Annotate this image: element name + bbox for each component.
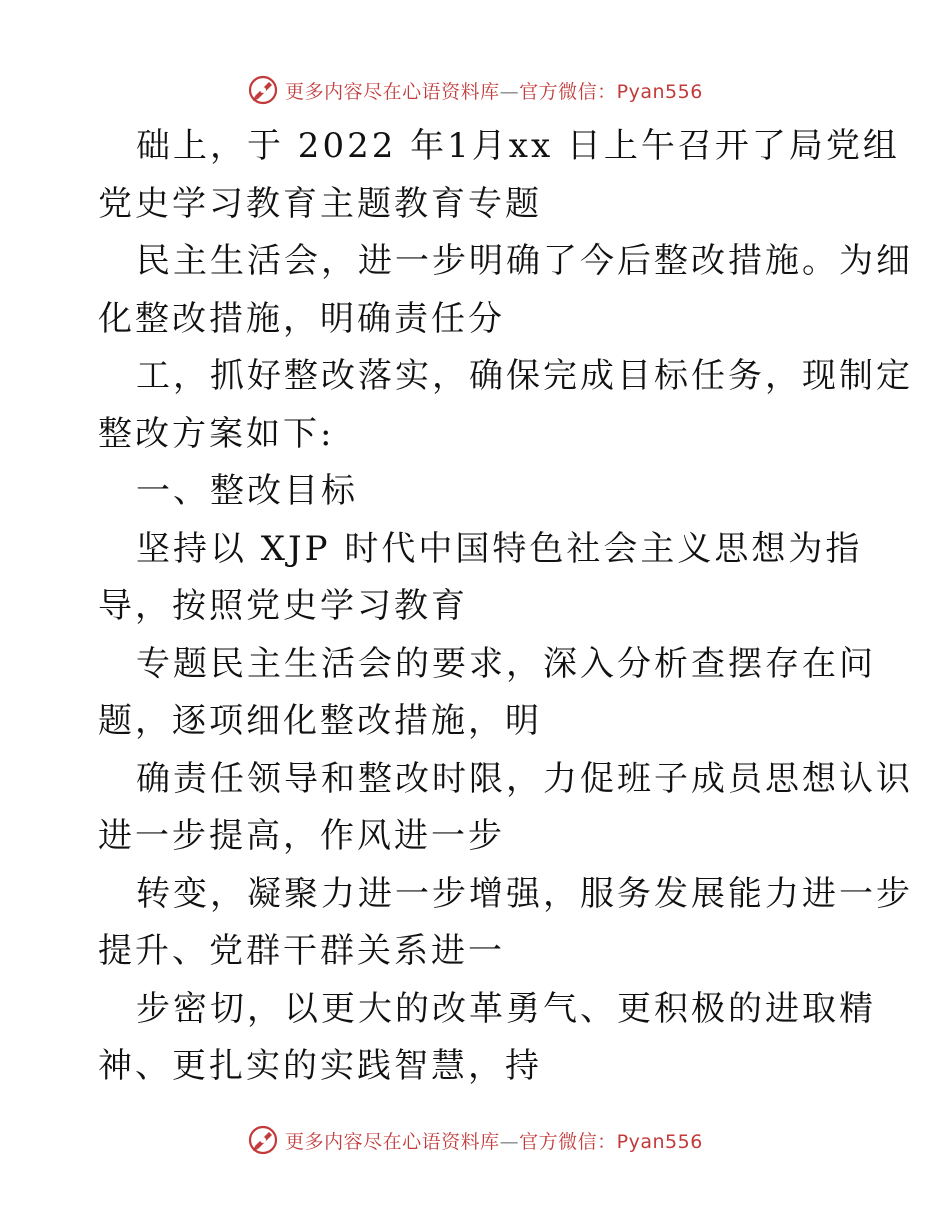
text-line: 导，按照党史学习教育: [98, 586, 468, 626]
banner-main-text: 更多内容尽在心语资料库: [285, 80, 500, 103]
text-line: 坚持以 XJP 时代中国特色社会主义思想为指: [136, 528, 863, 569]
text-line: 题，逐项细化整改措施，明: [98, 701, 542, 741]
banner-separator: —: [499, 80, 520, 103]
text-line: 确责任领导和整改时限，力促班子成员思想认识: [136, 758, 913, 799]
text-line: 工，抓好整改落实，确保完成目标任务，现制定: [136, 356, 913, 396]
banner-wechat-text: 官方微信：Pyan556: [519, 1130, 703, 1153]
text-line: 转变，凝聚力进一步增强，服务发展能力进一步: [136, 873, 913, 914]
text-line: 民主生活会，进一步明确了今后整改措施。为细: [136, 241, 913, 281]
text-line: 神、更扎实的实践智慧，持: [98, 1046, 542, 1086]
document-body: [98, 118, 913, 1096]
footer-watermark-banner: [0, 1120, 950, 1160]
text-line: 提升、党群干群关系进一: [98, 931, 505, 971]
banner-wechat-text: 官方微信：Pyan556: [519, 80, 703, 103]
banner-separator: —: [499, 1130, 520, 1153]
text-line: 进一步提高，作风进一步: [98, 816, 505, 856]
text-line: 整改方案如下:: [98, 413, 335, 454]
brand-logo-icon: [247, 74, 279, 106]
text-line: 一、整改目标: [136, 471, 358, 511]
header-watermark-banner: [0, 70, 950, 110]
banner-text: [285, 77, 703, 104]
text-line: 步密切，以更大的改革勇气、更积极的进取精: [136, 988, 876, 1029]
text-line: 础上，于 2022 年1月xx 日上午召开了局党组: [136, 126, 900, 166]
brand-logo-icon: [247, 1124, 279, 1156]
banner-main-text: 更多内容尽在心语资料库: [285, 1130, 500, 1153]
banner-text: [285, 1127, 703, 1154]
text-line: 化整改措施，明确责任分: [98, 298, 505, 339]
text-line: 党史学习教育主题教育专题: [98, 183, 542, 224]
text-line: 专题民主生活会的要求，深入分析查摆存在问: [136, 643, 876, 684]
